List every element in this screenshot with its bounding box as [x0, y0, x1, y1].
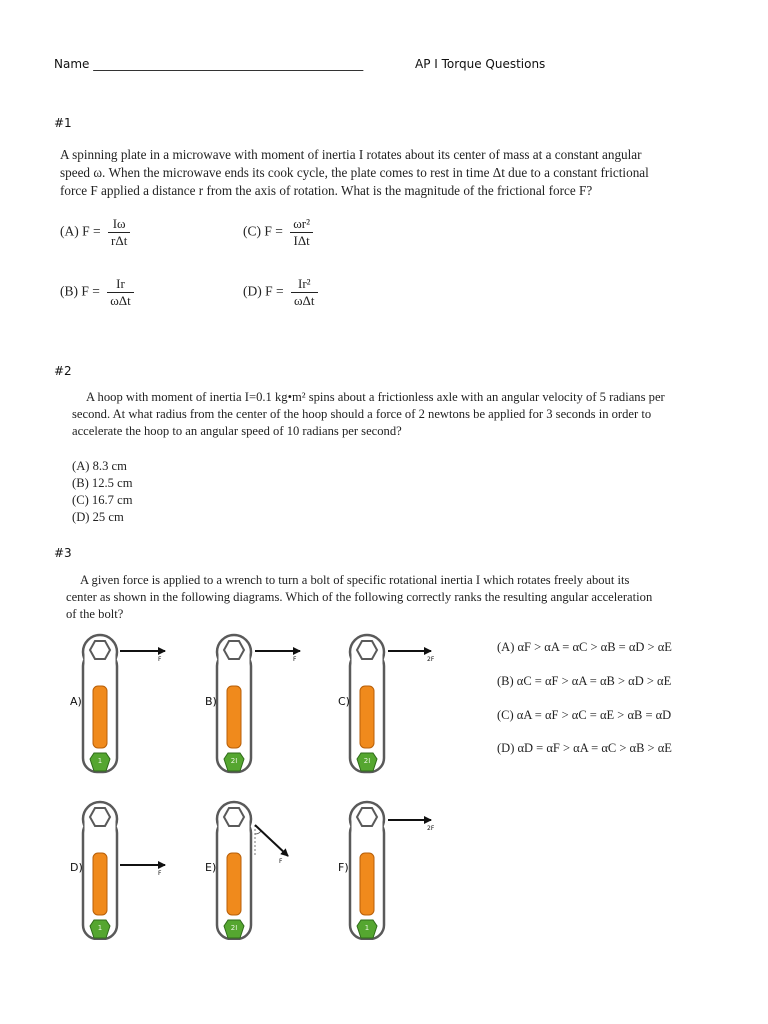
name-label: Name _____________________________________________	[54, 57, 364, 71]
wrench-d-bolt: 1	[97, 924, 103, 932]
wrench-diagrams	[0, 620, 768, 940]
page-title: AP I Torque Questions	[415, 57, 546, 71]
wrench-d	[83, 802, 117, 939]
q3-option-b[interactable]: (B) αC = αF > αA = αB > αD > αE	[497, 674, 672, 688]
diagram-label-c: C)	[338, 695, 350, 708]
q1-answer-d[interactable]: (D) F = $\frac{\text{Ir²}}{\text{ωΔt}}$	[243, 276, 318, 309]
question-1-number: #1	[54, 116, 72, 130]
wrench-c-bolt: 2I	[363, 757, 371, 765]
force-label-f: 2F	[427, 825, 435, 832]
q2-options	[72, 458, 133, 526]
wrench-c	[350, 635, 384, 772]
diagram-label-f: F)	[338, 861, 349, 874]
q3-option-d[interactable]: (D) αD = αF > αA = αC > αB > αE	[497, 741, 672, 755]
wrench-f-bolt: 1	[364, 924, 370, 932]
q1-answer-b[interactable]: (B) F = $\frac{Ir}{\text{ωΔt}}$	[60, 276, 134, 309]
q2-option-c[interactable]: (C) 16.7 cm	[72, 493, 133, 507]
diagram-label-a: A)	[70, 695, 82, 708]
question-3-text: A given force is applied to a wrench to turn a bolt of specific rotational inertia I which rotates freely about its center as shown in the following diagrams. Which of the following correctly ranks the resulting angular acceleration of the bolt?	[66, 573, 653, 621]
angle-arc-e	[255, 831, 261, 834]
force-label-a: F	[158, 656, 162, 663]
q3-option-c[interactable]: (C) αA = αF > αC = αE > αB = αD	[497, 708, 672, 722]
question-1-text: A spinning plate in a microwave with moment of inertia I rotates about its center of mass at a constant angular speed ω. When the microwave ends its cook cycle, the plate comes to rest in time Δt due to a constant frictional force F applied a distance r from the axis of rotation. What is the magnitude of the frictional force F?	[60, 147, 649, 198]
wrench-b	[217, 635, 251, 772]
force-arrow-e	[255, 825, 288, 856]
q3-option-a[interactable]: (A) αF > αA = αC > αB = αD > αE	[497, 640, 672, 654]
diagram-label-b: B)	[205, 695, 217, 708]
force-label-e: F	[279, 858, 283, 865]
wrench-b-bolt: 2I	[230, 757, 238, 765]
wrench-a-bolt: 1	[97, 757, 103, 765]
q1-answer-c[interactable]: (C) F = $\frac{\text{ωr²}}{\text{IΔt}}$	[243, 216, 313, 249]
name-line[interactable]: _____________________________________________	[93, 57, 364, 71]
wrench-e-bolt: 2I	[230, 924, 238, 932]
wrench-f	[350, 802, 384, 939]
q2-option-b[interactable]: (B) 12.5 cm	[72, 476, 133, 490]
force-label-b: F	[293, 656, 297, 663]
q2-option-d[interactable]: (D) 25 cm	[72, 510, 124, 524]
question-3-number: #3	[54, 546, 72, 560]
question-2-text: A hoop with moment of inertia I=0.1 kg•m² spins about a frictionless axle with an angular velocity of 5 radians per second. At what radius from the center of the hoop should a force of 2 newtons be applied for 3 seconds in order to accelerate the hoop to an angular speed of 10 radians per second?	[72, 390, 665, 438]
question-2-number: #2	[54, 364, 72, 378]
wrench-e	[217, 802, 251, 939]
q2-option-a[interactable]: (A) 8.3 cm	[72, 459, 127, 473]
diagram-label-d: D)	[70, 861, 83, 874]
force-label-d: F	[158, 870, 162, 877]
wrench-a	[83, 635, 117, 772]
force-label-c: 2F	[427, 656, 435, 663]
q1-answer-a[interactable]: (A) F = $\frac{I\omega}{\text{rΔt}}$	[60, 216, 130, 249]
diagram-label-e: E)	[205, 861, 217, 874]
